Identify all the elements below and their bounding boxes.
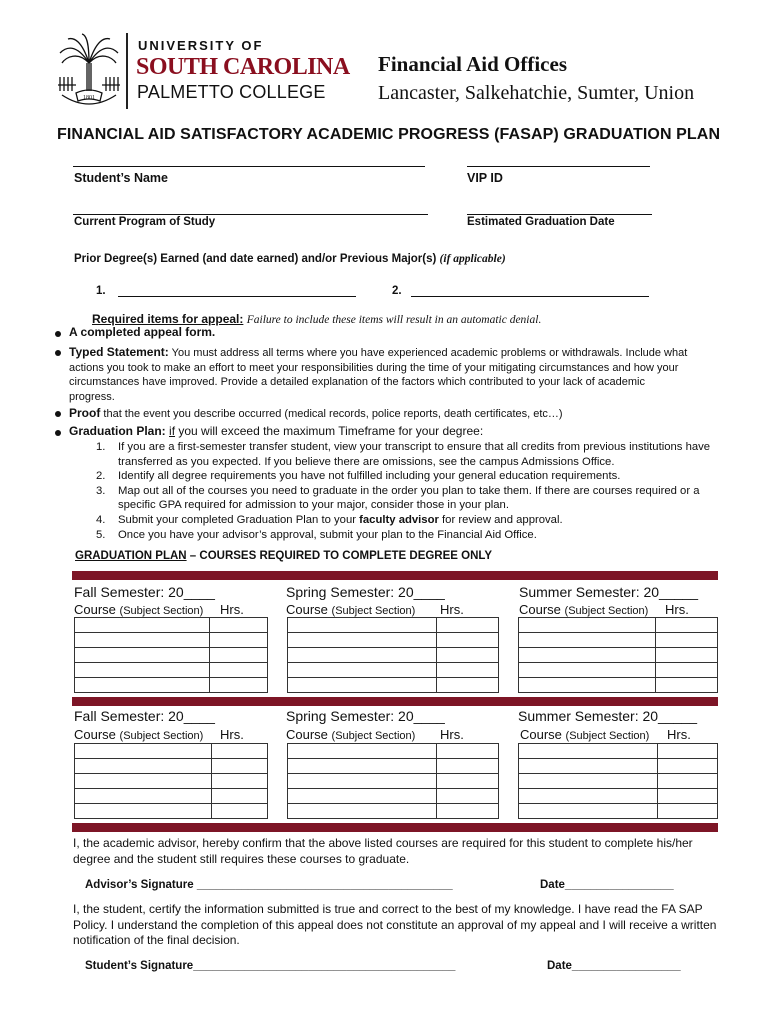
subject-section-label: (Subject Section) [119,605,204,617]
steps-list [96,440,722,542]
course-label: Course [519,602,561,617]
list-item: 2. Identify all degree requirements you have not fulfilled including your general education requirements. [96,470,621,483]
prior-degree-text: Prior Degree(s) Earned (and date earned) and/or Previous Major(s) [74,253,437,265]
prior-item-2-label: 2. [392,285,402,297]
step-3-text: Map out all of the courses you need to graduate in the order you plan to take them. If there are courses required or a specific GPA required for admission to your major, consider those in your plan. [118,484,700,512]
fall-hrs-header-1: Hrs. [220,602,244,617]
prior-item-1-label: 1. [96,285,106,297]
spring-semester-2[interactable]: Spring Semester: 20____ [286,708,445,724]
step-4-text: Submit your completed Graduation Plan to your [118,513,356,526]
typed-statement-text: You must address all terms where you have experienced academic problems or withdrawals. Include what actions you took to make an effort to meet your responsibilities during the time of your mitigating circumstances and how your circumstances have improved. Provide a detailed explanation of the factors which contributed to your lack of academic progress. [69,347,688,403]
course-label: Course [74,602,116,617]
spring-semester-1[interactable]: Spring Semester: 20____ [286,584,445,600]
step-4-end: for review and approval. [442,513,563,526]
red-divider [72,697,718,706]
spring-course-header-2 [286,727,415,742]
subject-section-label: (Subject Section) [331,730,416,742]
bullet-icon [55,411,61,417]
vip-id-label: VIP ID [467,171,503,185]
step-5-text: Once you have your advisor’s approval, submit your plan to the Financial Aid Office. [118,528,537,541]
summer-hrs-header-2: Hrs. [667,727,691,742]
office-locations: Lancaster, Salkehatchie, Sumter, Union [378,82,695,104]
summer-semester-2[interactable]: Summer Semester: 20_____ [518,708,697,724]
summer-course-table-2[interactable] [518,743,718,819]
step-2-text: Identify all degree requirements you have not fulfilled including your general education requirements. [118,470,621,483]
page-title: FINANCIAL AID SATISFACTORY ACADEMIC PROGRESS (FASAP) GRADUATION PLAN [57,126,721,143]
advisor-confirmation: I, the academic advisor, hereby confirm that the above listed courses are required for this student to complete his/her degree and the student still requires these courses to graduate. [73,836,693,866]
subject-section-label: (Subject Section) [565,730,650,742]
red-divider [72,571,718,580]
prior-item-1-line[interactable] [118,296,356,297]
spring-course-table-2[interactable] [287,743,499,819]
program-label: Current Program of Study [74,216,216,228]
prior-degree-note: (if applicable) [439,253,506,265]
fall-course-table-2[interactable] [74,743,268,819]
bullet-icon [55,350,61,356]
plan-heading-text: GRADUATION PLAN [75,550,187,562]
student-name-line[interactable] [73,166,425,167]
bullet-icon [55,430,61,436]
fall-course-table-1[interactable] [74,617,268,693]
red-divider [72,823,718,832]
list-item: 5. Once you have your advisor’s approval, submit your plan to the Financial Aid Office. [96,528,537,541]
proof-text: that the event you describe occurred (medical records, police reports, death certificates, etc…) [103,408,563,420]
fall-course-header-2 [74,727,203,742]
prior-item-2-line[interactable] [411,296,649,297]
subject-section-label: (Subject Section) [119,730,204,742]
student-date-line[interactable]: Date_________________ [547,960,681,972]
summer-hrs-header-1: Hrs. [665,602,689,617]
bullet-typed-statement [69,345,689,404]
spring-course-header-1 [286,602,415,617]
required-heading-text: Required items for appeal: [92,312,244,326]
grad-date-line[interactable] [467,214,652,215]
spring-course-table-1[interactable] [287,617,499,693]
plan-heading-rest: – COURSES REQUIRED TO COMPLETE DEGREE ONLY [189,550,493,562]
list-item: 1. If you are a first-semester transfer student, view your transcript to ensure that all credits from previous institutions have transferred as you expected. If you believe there are omissions, see the campus Admissions Office. [96,440,722,469]
header-divider [126,33,128,109]
bullet-icon [55,331,61,337]
step-1-text: If you are a first-semester transfer student, view your transcript to ensure that all credits from previous institutions have transferred as you expected. If you believe there are omissions, see the campus Admissions Office. [118,441,711,468]
step-4-bold: faculty advisor [359,513,439,526]
bullet-graduation-plan [69,424,483,438]
spring-hrs-header-2: Hrs. [440,727,464,742]
office-title: Financial Aid Offices [378,52,567,76]
required-heading-note: Failure to include these items will result in an automatic denial. [246,314,542,326]
prior-degree-label [74,253,506,265]
university-line3: PALMETTO COLLEGE [137,82,326,102]
subject-section-label: (Subject Section) [331,605,416,617]
bullet-appeal-form: A completed appeal form. [69,325,216,339]
student-signature-line[interactable]: Student’s Signature_________________________________________ [85,960,456,972]
summer-course-header-2 [520,727,649,742]
grad-date-label: Estimated Graduation Date [467,216,615,228]
course-label: Course [520,727,562,742]
graduation-plan-if: if [169,424,176,438]
plan-heading [75,550,492,562]
course-label: Course [286,727,328,742]
summer-course-table-1[interactable] [518,617,718,693]
typed-statement-label: Typed Statement: [69,345,169,359]
graduation-plan-text: you will exceed the maximum Timeframe for your degree: [178,424,484,438]
logo-text: 1801 [83,95,95,101]
advisor-date-line[interactable]: Date_________________ [540,879,674,891]
fall-semester-1[interactable]: Fall Semester: 20____ [74,584,215,600]
fall-hrs-header-2: Hrs. [220,727,244,742]
required-heading [92,312,541,326]
proof-label: Proof [69,406,101,420]
summer-course-header-1 [519,602,648,617]
course-label: Course [286,602,328,617]
student-name-label: Student’s Name [74,171,169,185]
list-item: 4. Submit your completed Graduation Plan to your faculty advisor for review and approval. [96,513,563,526]
bullet-proof [69,406,709,422]
university-seal-logo [56,33,122,111]
university-line1: UNIVERSITY OF [138,38,264,53]
spring-hrs-header-1: Hrs. [440,602,464,617]
list-item: 3. Map out all of the courses you need to graduate in the order you plan to take them. If there are courses required or a specific GPA required for admission to your major, consider those in your plan. [96,484,722,513]
subject-section-label: (Subject Section) [564,605,649,617]
course-label: Course [74,727,116,742]
advisor-signature-line[interactable]: Advisor’s Signature ________________________________________ [85,879,453,891]
summer-semester-1[interactable]: Summer Semester: 20_____ [519,584,698,600]
program-line[interactable] [73,214,428,215]
fall-semester-2[interactable]: Fall Semester: 20____ [74,708,215,724]
graduation-plan-label: Graduation Plan: [69,424,166,438]
vip-id-line[interactable] [467,166,650,167]
student-certification: I, the student, certify the information submitted is true and correct to the best of my knowledge. I have read the FA SAP Policy. I understand the completion of this appeal does not constitute an approval of my appeal and I will receive a written notification of the final decision. [73,902,717,947]
fall-course-header-1 [74,602,203,617]
university-line2: SOUTH CAROLINA [136,54,350,80]
